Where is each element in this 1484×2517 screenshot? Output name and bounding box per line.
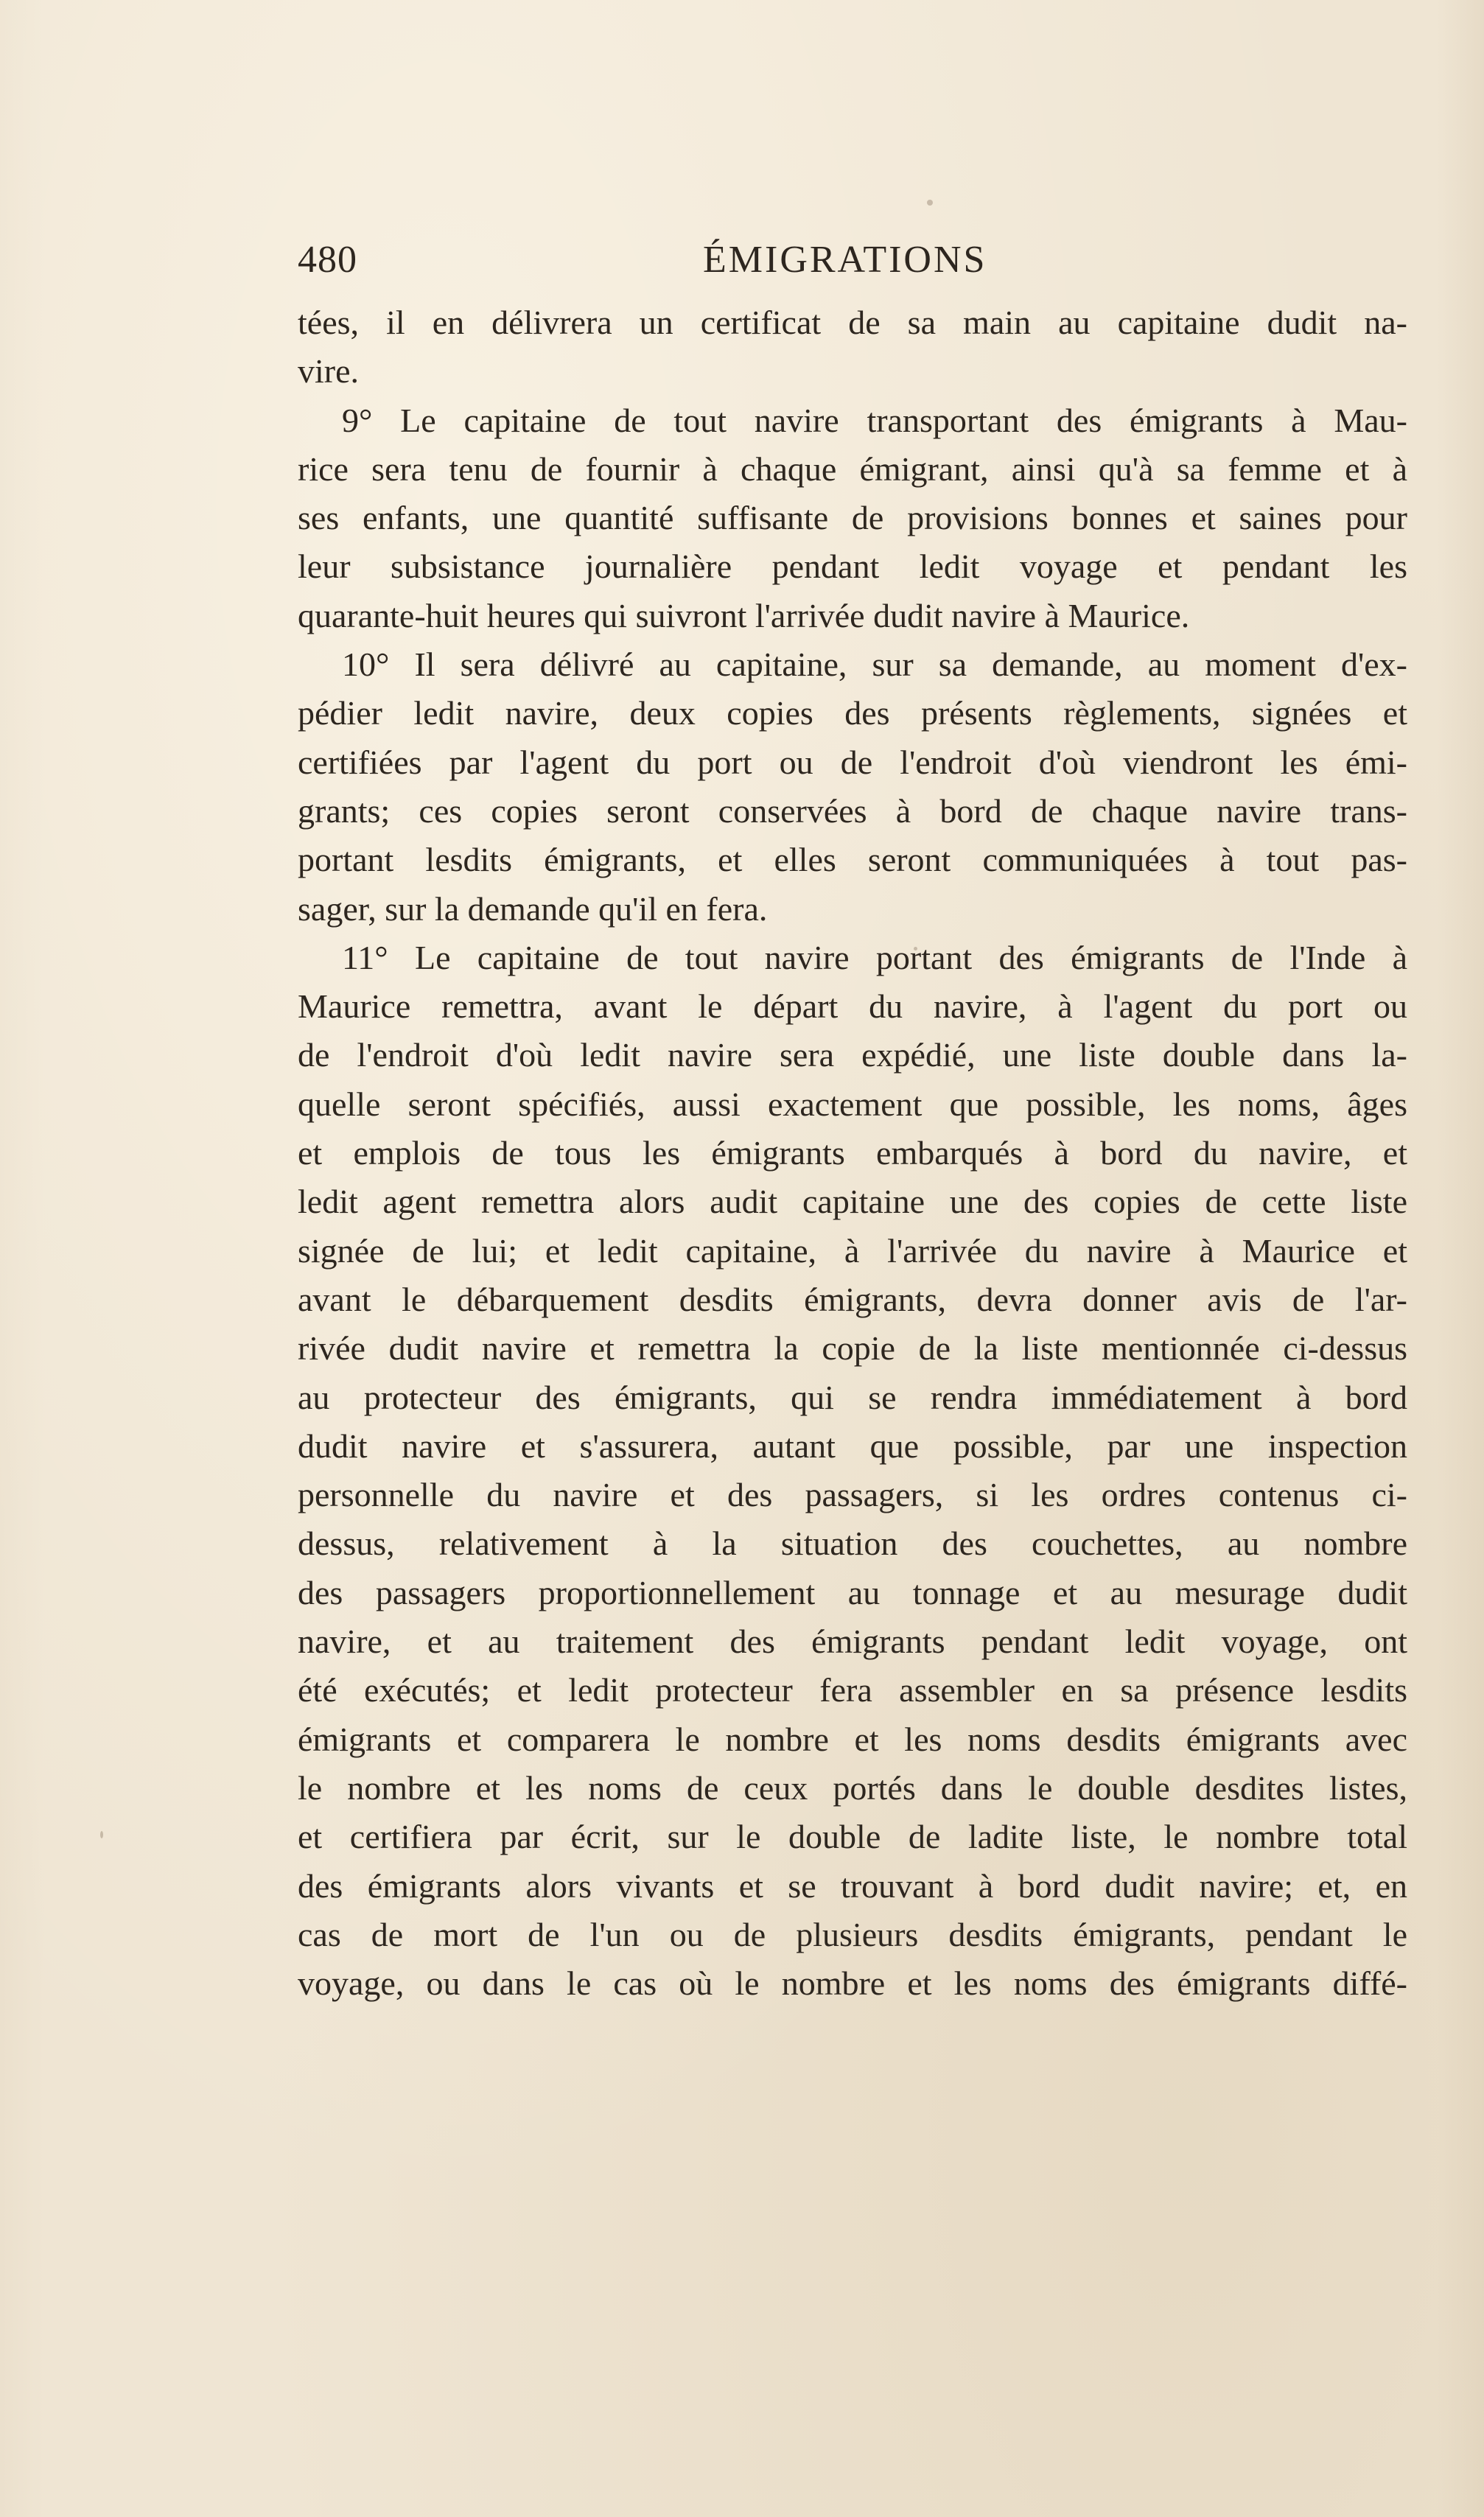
running-head: [298, 234, 1035, 286]
text-line: de l'endroit d'où ledit navire sera expédié, une liste double dans la-: [298, 1036, 1407, 1074]
text-line: 10° Il sera délivré au capitaine, sur sa demande, au moment d'ex-: [342, 645, 1407, 684]
text-line: 9° Le capitaine de tout navire transportant des émigrants à Mau-: [342, 401, 1407, 439]
text-line: signée de lui; et ledit capitaine, à l'arrivée du navire à Maurice et: [298, 1231, 1407, 1270]
text-line: et certifiera par écrit, sur le double de ladite liste, le nombre total: [298, 1818, 1407, 1856]
text-line: avant le débarquement desdits émigrants, devra donner avis de l'ar-: [298, 1280, 1407, 1318]
text-line: navire, et au traitement des émigrants pendant ledit voyage, ont: [298, 1622, 1407, 1661]
text-line: cas de mort de l'un ou de plusieurs desdits émigrants, pendant le: [298, 1915, 1407, 1953]
text-line: sager, sur la demande qu'il en fera.: [298, 889, 768, 928]
text-line: été exécutés; et ledit protecteur fera assembler en sa présence lesdits: [298, 1671, 1407, 1709]
text-line: tées, il en délivrera un certificat de sa main au capitaine dudit na-: [298, 304, 1407, 341]
paper-speck: [914, 947, 917, 951]
text-line: certifiées par l'agent du port ou de l'endroit d'où viendront les émi-: [298, 743, 1407, 781]
text-line: le nombre et les noms de ceux portés dans le double desdites listes,: [298, 1768, 1407, 1807]
text-line: quarante-huit heures qui suivront l'arrivée dudit navire à Maurice.: [298, 596, 1190, 634]
text-line: Maurice remettra, avant le départ du navire, à l'agent du port ou: [298, 987, 1407, 1026]
text-line: leur subsistance journalière pendant ledit voyage et pendant les: [298, 547, 1407, 586]
text-line: rice sera tenu de fournir à chaque émigrant, ainsi qu'à sa femme et à: [298, 449, 1407, 488]
text-line: dessus, relativement à la situation des couchettes, au nombre: [298, 1524, 1407, 1563]
body-text: [298, 298, 1407, 2008]
text-line: vire.: [298, 352, 360, 391]
text-line: ledit agent remettra alors audit capitaine une des copies de cette liste: [298, 1183, 1407, 1221]
text-line: rivée dudit navire et remettra la copie de la liste mentionnée ci-dessus: [298, 1329, 1407, 1368]
text-line: au protecteur des émigrants, qui se rendra immédiatement à bord: [298, 1378, 1407, 1416]
text-line: personnelle du navire et des passagers, si les ordres contenus ci-: [298, 1476, 1407, 1514]
running-title: ÉMIGRATIONS: [703, 239, 987, 281]
paper-speck: [100, 1831, 103, 1838]
text-line: pédier ledit navire, deux copies des présents règlements, signées et: [298, 694, 1407, 732]
page-number: 480: [298, 239, 357, 281]
text-line: dudit navire et s'assurera, autant que possible, par une inspection: [298, 1426, 1407, 1465]
text-line: et emplois de tous les émigrants embarqués à bord du navire, et: [298, 1134, 1407, 1172]
text-line: des passagers proportionnellement au tonnage et au mesurage dudit: [298, 1573, 1407, 1611]
text-line: grants; ces copies seront conservées à bord de chaque navire trans-: [298, 791, 1407, 830]
text-line: voyage, ou dans le cas où le nombre et les noms des émigrants diffé-: [298, 1964, 1407, 2003]
text-line: émigrants et comparera le nombre et les noms desdits émigrants avec: [298, 1720, 1407, 1758]
paper-speck: [927, 200, 933, 206]
text-line: 11° Le capitaine de tout navire portant des émigrants de l'Inde à: [342, 938, 1407, 976]
text-line: ses enfants, une quantité suffisante de provisions bonnes et saines pour: [298, 499, 1407, 537]
text-line: quelle seront spécifiés, aussi exactement que possible, les noms, âges: [298, 1085, 1407, 1123]
text-line: portant lesdits émigrants, et elles seront communiquées à tout pas-: [298, 841, 1407, 879]
text-line: des émigrants alors vivants et se trouvant à bord dudit navire; et, en: [298, 1866, 1407, 1905]
